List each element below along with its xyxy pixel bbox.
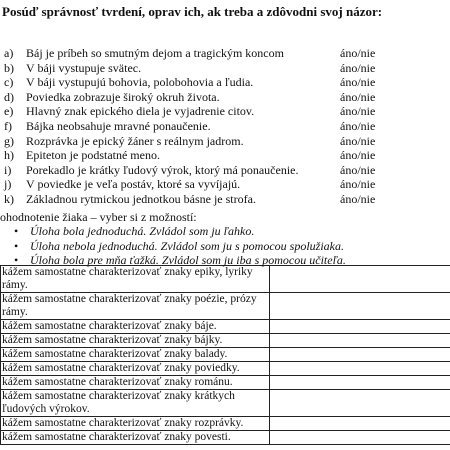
table-row (1, 320, 450, 334)
answer-choice[interactable]: áno/nie (340, 148, 376, 163)
table-row (1, 390, 450, 417)
skill-cell (1, 320, 270, 334)
statement-letter: h) (4, 148, 14, 163)
statement-text: Báj je príbeh so smutným dejom a tragickým koncom (26, 46, 284, 60)
statement-row (4, 192, 450, 207)
skill-cell (1, 376, 270, 390)
statement-text: V poviedke je veľa postáv, ktoré sa vyvíjajú. (26, 177, 241, 192)
statement-row (4, 163, 450, 178)
statement-row (4, 134, 450, 149)
skill-rating-cell[interactable] (270, 293, 450, 320)
statement-row (4, 61, 450, 76)
exercise-heading: Posúď správnosť tvrdení, oprav ich, ak treba a zdôvodni svoj názor: (2, 4, 383, 19)
statement-text: V báji vystupujú bohovia, polobohovia a ľudia. (26, 75, 254, 90)
statement-letter: f) (4, 119, 12, 133)
table-row (1, 293, 450, 320)
skill-rating-cell[interactable] (270, 390, 450, 417)
statement-row (4, 75, 450, 90)
statement-text: Epiteton je podstatné meno. (26, 148, 160, 163)
skill-text-line: kážem samostatne charakterizovať znaky krátkych (2, 390, 235, 402)
skill-text-line: kážem samostatne charakterizovať znaky románu. (2, 376, 233, 388)
statement-letter: c) (4, 75, 14, 90)
statement-row (4, 104, 450, 119)
table-row (1, 362, 450, 376)
table-row (1, 348, 450, 362)
statement-letter: e) (4, 104, 14, 119)
skill-rating-cell[interactable] (270, 362, 450, 376)
table-row (1, 266, 450, 293)
skills-table (0, 265, 450, 445)
skill-text-line: kážem samostatne charakterizovať znaky báje. (2, 320, 217, 332)
skill-text-line: kážem samostatne charakterizovať znaky epiky, lyriky (2, 266, 253, 278)
answer-choice[interactable]: áno/nie (340, 162, 376, 177)
bullet-icon: • (14, 238, 19, 253)
self-assessment-instruction: ohodnotenie žiaka – vyber si z možností: (0, 210, 197, 224)
statement-row (4, 119, 450, 134)
statement-letter: i) (4, 162, 12, 177)
skill-text-line: rámy. (2, 279, 28, 291)
statement-text: Hlavný znak epického diela je vyjadrenie citov. (26, 104, 255, 119)
statement-row (4, 148, 450, 163)
answer-choice[interactable]: áno/nie (340, 133, 376, 148)
statement-text: V báji vystupuje svätec. (26, 60, 142, 75)
statement-row (4, 46, 450, 61)
answer-choice[interactable]: áno/nie (340, 119, 376, 133)
answer-choice[interactable]: áno/nie (340, 192, 376, 206)
statement-letter: a) (4, 46, 14, 60)
option-text: Úloha nebola jednoduchá. Zvládol som ju s pomocou spolužiaka. (30, 238, 344, 253)
answer-choice[interactable]: áno/nie (340, 75, 376, 90)
table-row (1, 376, 450, 390)
skill-rating-cell[interactable] (270, 431, 450, 445)
skill-rating-cell[interactable] (270, 376, 450, 390)
statement-letter: d) (4, 89, 14, 104)
table-row (1, 334, 450, 348)
skill-rating-cell[interactable] (270, 320, 450, 334)
table-row (1, 431, 450, 445)
bullet-icon: • (14, 253, 19, 267)
answer-choice[interactable]: áno/nie (340, 177, 376, 192)
skill-cell (1, 266, 270, 293)
skill-cell (1, 334, 270, 348)
statement-text: Základnou rytmickou jednotkou básne je strofa. (26, 192, 256, 206)
statement-row (4, 177, 450, 192)
statement-letter: k) (4, 192, 14, 206)
answer-choice[interactable]: áno/nie (340, 104, 376, 119)
skill-text-line: kážem samostatne charakterizovať znaky povesti. (2, 431, 231, 443)
statement-text: Bájka neobsahuje mravné ponaučenie. (26, 119, 211, 133)
statement-letter: j) (4, 177, 12, 192)
skill-rating-cell[interactable] (270, 417, 450, 431)
answer-choice[interactable]: áno/nie (340, 89, 376, 104)
skill-rating-cell[interactable] (270, 348, 450, 362)
statement-text: Poviedka zobrazuje široký okruh života. (26, 89, 220, 104)
skill-text-line: kážem samostatne charakterizovať znaky poézie, prózy (2, 293, 257, 305)
skill-cell (1, 293, 270, 320)
skill-cell (1, 390, 270, 417)
statement-row (4, 90, 450, 105)
statement-text: Porekadlo je krátky ľudový výrok, ktorý má ponaučenie. (26, 162, 299, 177)
skill-text-line: kážem samostatne charakterizovať znaky bájky. (2, 334, 223, 346)
statement-text: Rozprávka je epický žáner s reálnym jadrom. (26, 133, 244, 148)
answer-choice[interactable]: áno/nie (340, 46, 376, 60)
skill-rating-cell[interactable] (270, 266, 450, 293)
statement-letter: b) (4, 60, 14, 75)
skill-cell (1, 362, 270, 376)
skill-cell (1, 348, 270, 362)
skill-text-line: kážem samostatne charakterizovať znaky poviedky. (2, 362, 240, 374)
table-row (1, 417, 450, 431)
skill-text-line: rámy. (2, 306, 28, 318)
skill-text-line: ľudových výrokov. (2, 403, 90, 415)
option-text: Úloha bola jednoduchá. Zvládol som ju ľahko. (30, 224, 255, 238)
bullet-icon: • (14, 224, 19, 238)
skill-text-line: kážem samostatne charakterizovať znaky rozprávky. (2, 417, 244, 429)
skill-text-line: kážem samostatne charakterizovať znaky balady. (2, 348, 228, 360)
skill-rating-cell[interactable] (270, 334, 450, 348)
statement-letter: g) (4, 133, 14, 148)
skill-cell (1, 431, 270, 445)
option-text: Úloha bola pre mňa ťažká. Zvládol som ju iba s pomocou učiteľa. (30, 253, 346, 267)
skill-cell (1, 417, 270, 431)
answer-choice[interactable]: áno/nie (340, 60, 376, 75)
